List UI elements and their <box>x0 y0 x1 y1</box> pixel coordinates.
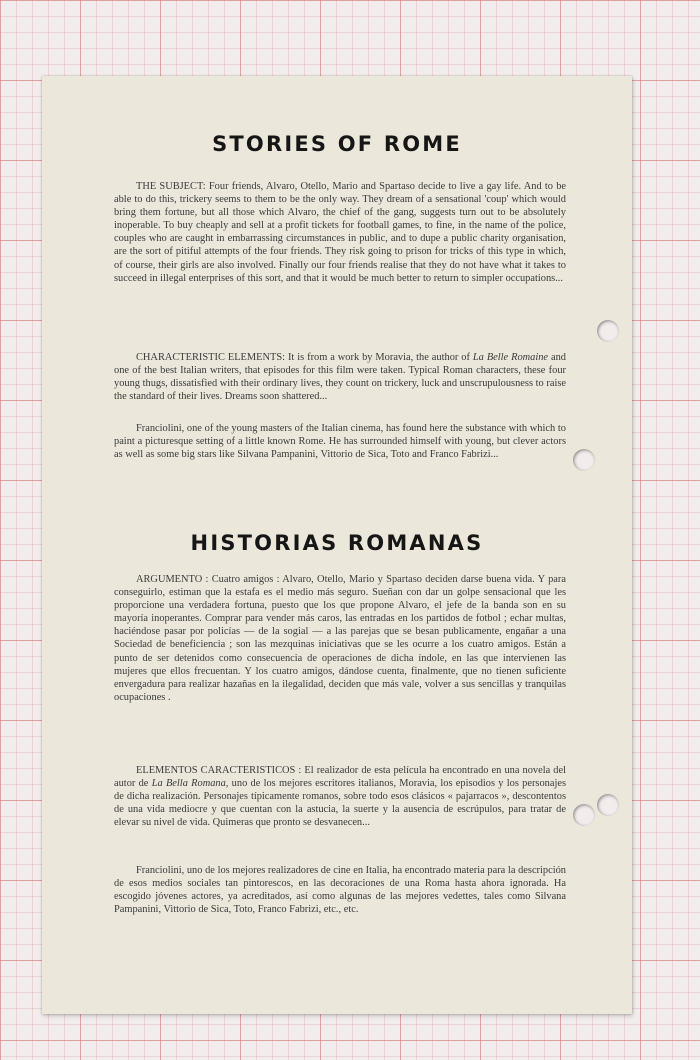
spanish-elementos-paragraph <box>114 764 566 829</box>
spanish-elementos-label: ELEMENTOS CARACTERISTICOS : <box>136 765 302 776</box>
english-director-paragraph <box>114 422 566 461</box>
english-elements-text-before: It is from a work by Moravia, the author of <box>287 352 470 363</box>
punch-hole-lower-left <box>573 804 595 826</box>
paper-sheet <box>42 76 632 1014</box>
english-subject-label: THE SUBJECT: <box>136 181 206 192</box>
spanish-title: HISTORIAS ROMANAS <box>190 531 484 555</box>
spanish-argumento-paragraph <box>114 573 566 704</box>
spanish-director-text: Franciolini, uno de los mejores realizadores de cine en Italia, ha encontrado materia para la descripción de esos medios sociales tan pintorescos, en las decoraciones de una Roma hasta ahora ignorada. Ha escogido jóvenes actores, ya acreditados, así como algunas de las mejores vedettes, tales como Silvana Pampanini, Vittorio de Sica, Toto, Franco Fabrizi, etc., etc. <box>114 865 566 916</box>
english-elements-text-after: and one of the best Italian writers, that episodes for this film were taken. Typical Roman characters, these four young thugs, dissatisfied with their ordinary lives, they count on trickery, luck and unscrupulousness to raise the standard of their lives. Dreams soon shattered... <box>114 352 567 403</box>
english-subject-paragraph <box>114 180 566 285</box>
english-director-text: Franciolini, one of the young masters of the Italian cinema, has found here the substance with which to paint a picturesque setting of a little known Rome. He has surrounded himself with young, but clever actors as well as some big stars like Silvana Pampanini, Vittorio de Sica, Toto and Franco Fabrizi... <box>114 423 566 461</box>
spanish-argumento-label: ARGUMENTO : <box>136 574 209 585</box>
english-subject-text: Four friends, Alvaro, Otello, Mario and Spartaso decide to live a gay life. And to be able to do this, trickery seems to them to be the only way. They dream of a sensational 'coup' which would bring them fortune, but all those which Alvaro, the chief of the gang, suggests turn out to be absolutely inoperable. To buy cheaply and sell at a profit tickets for football games, to fine, in the name of the police, couples who are caught in embarrassing circumstances in public, and to dupe a public charity organisation, are the sort of pitiful attempts of the four friends. They risk going to prison for tricks of this type in which, of course, their girls are also involved. Finally our four friends realise that they do not have what it takes to succeed in illegal enterprises of this sort, and that it would be much better to return to simpler occupations... <box>114 181 566 284</box>
punch-hole-top <box>597 320 619 342</box>
spanish-book-title: La Bella Romana, <box>151 778 229 790</box>
english-elements-label: CHARACTERISTIC ELEMENTS: <box>136 352 285 363</box>
spanish-elementos-text-after: uno de los mejores escritores italianos, Moravia, los episodios y los personajes de dicha realización. Personajes típicamente romanos, sobre todo esos clásicos « pajarracos », descontentos de una vida mediocre y que cuentan con la astucia, la suerte y la ausencia de escrúpulos, para tratar de elevar su nivel de vida. Quimeras que pronto se desvanecen... <box>114 778 566 829</box>
english-title: STORIES OF ROME <box>212 132 462 156</box>
spanish-elementos-text-before: El realizador de esta película ha encontrado en una novela del autor de <box>114 765 566 790</box>
english-elements-paragraph <box>114 351 566 403</box>
english-book-title: La Belle Romaine <box>472 352 549 363</box>
spanish-argumento-text: Cuatro amigos : Alvaro, Otello, Mario y Spartaso deciden darse buena vida. Y para conseguirlo, estiman que la estafa es el medio más seguro. Sueñan con dar un golpe sensacional que les proporcione una verdadera fortuna, puesto que los que propone Alvaro, el jefe de la banda son en su mayoría inoperantes. Comprar para vender más caros, las entradas en los partidos de fotbol ; echar multas, haciéndose pasar por policías — de la sogial — a las parejas que se besan publicamente, engañar a una Sociedad de beneficiencia ; son las mezquinas iniciativas que se les ocurre a los cuatro amigos. Están a punto de ser detenidos como consecuencia de operaciones de dicha índole, en las que intervienen las mujeres que ellos frecuentan. Y los cuatro amigos, dándose cuenta, finalmente, que no tienen suficiente envergadura para realizar hazañas en la ilegalidad, deciden que más vale, volver a sus sencillas y tranquilas ocupaciones . <box>114 574 566 703</box>
punch-hole-lower-right <box>597 794 619 816</box>
spanish-director-paragraph <box>114 864 566 916</box>
punch-hole-middle <box>573 449 595 471</box>
